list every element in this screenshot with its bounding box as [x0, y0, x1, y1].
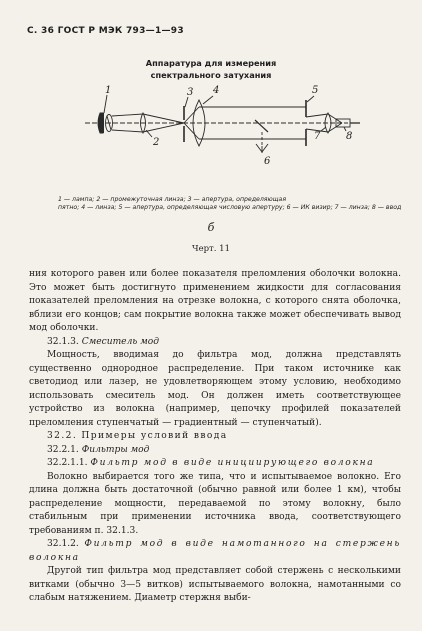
section-number: 32.2.1.1. — [47, 458, 88, 468]
section-title: Смеситель мод — [81, 336, 159, 347]
figure-caption: Черт. 11 — [192, 244, 230, 254]
section-heading — [29, 444, 401, 458]
figure-sub-label: б — [207, 221, 215, 234]
page-header: С. 36 ГОСТ Р МЭК 793—1—93 — [27, 26, 184, 36]
figure-label-8: 8 — [346, 131, 353, 142]
figure-label-5: 5 — [312, 85, 319, 96]
paragraph: ния которого равен или более показателя преломления оболочки волокна. Это может быть достигнуто применением жидкости для согласования показателей преломления на отрезке волокна, с которого снята оболочка, вблизи его концов; сам покрытие волокна также может обеспечивать вывод мод оболочки. — [29, 269, 401, 333]
section-number: 32.1.2. — [47, 539, 79, 549]
section-heading — [29, 336, 401, 350]
section-heading: 32.2. Примеры условий ввода — [47, 431, 228, 441]
beam-ray — [112, 114, 143, 116]
paragraph: Мощность, вводимая до фильтра мод, должна представлять существенно однородное распределение. При таком источнике как светодиод или лазер, не удовлетворяющем этому условию, необходимо использовать смеситель мод. Он должен иметь соответствующее устройство из волокна (например, цепочку профилей показателей преломления ступенчатый — градиентный — ступенчатый). — [29, 350, 401, 428]
body-text — [29, 268, 401, 606]
figure-title — [0, 57, 422, 81]
figure-title-line-2: спектрального затухания — [150, 70, 272, 80]
legend-line-2: пятно; 4 — линза; 5 — апертура, определяющая числовую апертуру; 6 — ИК визир; 7 — линза; 8 — ввод — [58, 204, 402, 212]
section-heading — [29, 538, 401, 565]
figure-legend — [58, 196, 402, 213]
figure-label-1: 1 — [105, 85, 112, 96]
section-number: 32.2.1. — [47, 444, 79, 455]
beam-ray — [112, 130, 143, 132]
figure-label-3: 3 — [187, 87, 194, 98]
figure-label-4: 4 — [213, 85, 220, 96]
beam-ray — [184, 123, 199, 139]
section-heading — [29, 457, 401, 471]
legend-line-1: 1 — лампа; 2 — промежуточная линза; 3 — апертура, определяющая — [58, 196, 287, 203]
leader-line — [185, 97, 188, 107]
beam-ray — [184, 107, 199, 123]
optical-setup-diagram — [0, 80, 422, 180]
section-title: Фильтр мод в виде намотанного на стержень волокна — [29, 539, 401, 563]
leader-line — [321, 127, 326, 131]
beam-ray — [306, 114, 328, 117]
section-title: Фильтры мод — [81, 444, 150, 455]
ir-viewer — [255, 120, 268, 153]
paragraph: Другой тип фильтра мод представляет собой стержень с несколькими витками (обычно 3—5 витков) испытываемого волокна, намотанными со слабым натяжением. Диаметр стержня выби- — [29, 566, 401, 603]
figure-label-6: 6 — [264, 156, 271, 167]
leader-line — [203, 96, 213, 104]
beam-ray — [143, 114, 184, 123]
leader-line — [307, 96, 314, 102]
figure-title-line-1: Аппаратура для измерения — [145, 58, 277, 68]
beam-ray — [143, 123, 184, 132]
paragraph: Волокно выбирается того же типа, что и испытываемое волокно. Его длина должна быть достаточной (обычно равной или более 1 км), чтобы распределение мощности, передаваемой по этому волокну, было стабильным при применении источника ввода, соответствующего требованиям п. 32.1.3. — [29, 471, 401, 536]
leader-line — [104, 95, 107, 113]
section-title: Фильтр мод в виде инициирующего волокна — [90, 458, 375, 468]
figure-label-7: 7 — [314, 131, 321, 142]
section-number: 32.1.3. — [47, 336, 79, 347]
figure-label-2: 2 — [153, 137, 160, 148]
